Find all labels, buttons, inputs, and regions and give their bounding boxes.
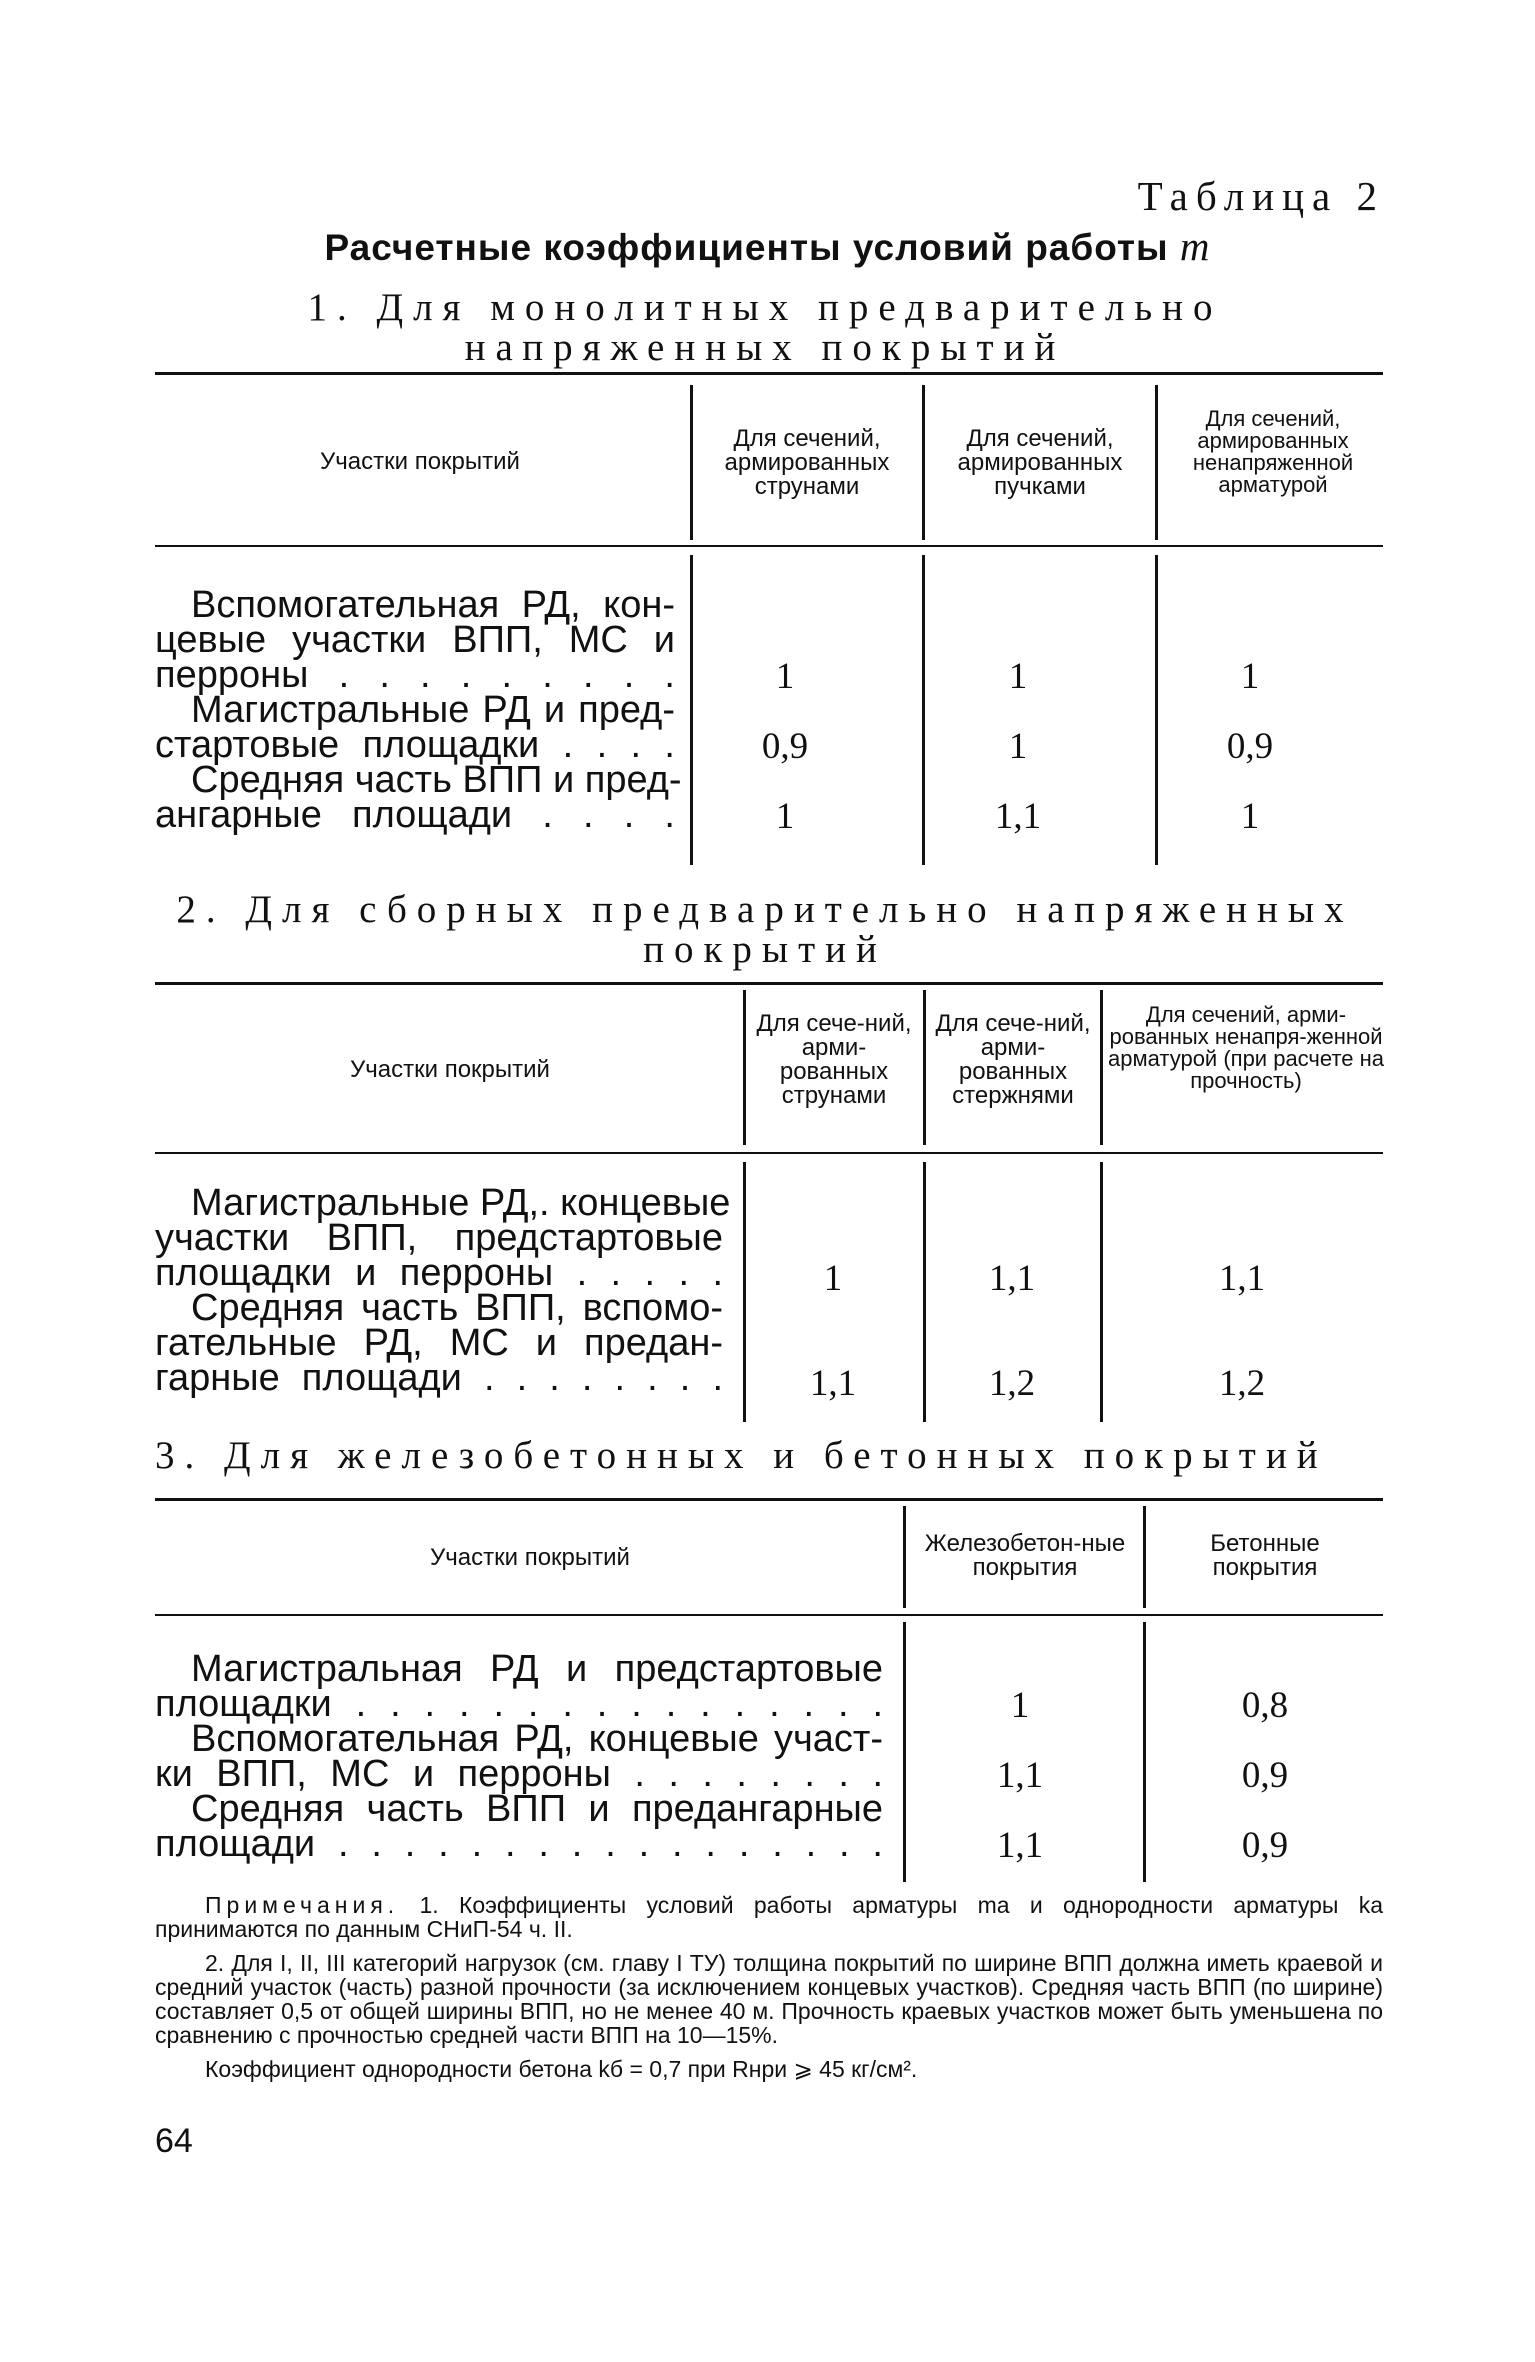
s1-r2-c2: 1 [1008,726,1028,767]
s3-r2-c1: 1,1 [996,1755,1044,1796]
notes-label: Примечания. [205,1892,400,1918]
s1-body-divider [1155,555,1158,865]
section1-title: 1. Для монолитных предварительно напряженных покрытий [307,286,1223,369]
s1-header-divider [690,385,693,540]
s2-body-divider [743,1162,746,1422]
note-2: 2. Для I, II, III категорий нагрузок (см. главу I ТУ) толщина покрытий по ширине ВПП должна иметь краевой и средний участок (часть) разной прочности (за исключением концевых участков). Средняя часть ВПП (по ширине) составляет 0,5 от общей ширины ВПП, но не менее 40 м. Прочность краевых участков может быть уменьшена по сравнению с прочностью средней части ВПП на 10—15%. [155,1950,1383,2048]
s3-row1-label: Магистральная РД и предстартовые площадки . . . . . . . . . . . . . . . . [155,1648,883,1725]
s3-row3-label: Средняя часть ВПП и предангарные площади . . . . . . . . . . . . . . . . . [155,1788,883,1865]
note-1: 1. Коэффициенты условий работы арматуры mа и однородности арматуры kа принимаются по данным СНиП-54 ч. II. [155,1892,1383,1942]
section3-header-rule [155,1614,1383,1616]
s2-body-divider [923,1162,926,1422]
section2-top-rule [155,982,1383,985]
s2-r1-c2: 1,1 [988,1258,1036,1299]
s1-header-strings: Для сечений, армированных струнами [724,425,890,500]
page-number: 64 [155,2122,193,2160]
note-3: Коэффициент однородности бетона kб = 0,7 при Rнри ⩾ 45 кг/см². [205,2056,918,2082]
s3-r3-c1: 1,1 [996,1825,1044,1866]
section3-title: 3. Для железобетонных и бетонных покрытий [155,1434,1328,1477]
s3-r2-c2: 0,9 [1241,1755,1289,1796]
s2-r2-c1: 1,1 [809,1363,857,1404]
section3-top-rule [155,1498,1383,1501]
s1-r1-c3: 1 [1240,656,1260,697]
s2-r1-c1: 1 [823,1258,843,1299]
s2-header-strings: Для сече-ний, арми-рованных струнами [756,1010,912,1109]
s1-row1-label: Вспомогательная РД, кон- цевые участки ВПП, МС и перроны . . . . . . . . . [155,584,675,696]
s1-header-bundles: Для сечений, армированных пучками [957,425,1123,500]
s2-header-rods: Для сече-ний, арми-рованных стержнями [935,1010,1091,1109]
s3-body-divider [1143,1622,1146,1882]
s1-header-unstressed: Для сечений, армированных ненапряженной арматурой [1192,406,1354,497]
s2-header-divider [923,990,926,1145]
table-label: Таблица 2 [1137,173,1385,219]
s1-r1-c1: 1 [775,656,795,697]
s2-row1-label: Магистральные РД,. концевые участки ВПП, предстартовые площадки и перроны . . . . . [155,1182,731,1294]
s3-header-divider [903,1506,906,1608]
s1-r2-c3: 0,9 [1226,726,1274,767]
s3-body-divider [903,1622,906,1882]
title-variable: m [1179,223,1211,269]
s2-header-divider [1100,990,1103,1145]
s3-header-area: Участки покрытий [430,1544,630,1571]
s3-r3-c2: 0,9 [1241,1825,1289,1866]
s3-r1-c2: 0,8 [1241,1685,1289,1726]
s2-header-unstressed: Для сечений, арми-рованных ненапря-женной арматурой (при расчете на прочность) [1108,1002,1384,1093]
section2-title: 2. Для сборных предварительно напряженных покрытий [176,888,1354,971]
s2-header-divider [743,990,746,1145]
s2-header-area: Участки покрытий [350,1056,550,1083]
s1-r3-c2: 1,1 [994,796,1042,837]
s2-row2-label: Средняя часть ВПП, вспомо- гательные РД, МС и предан- гарные площади . . . . . . . . [155,1287,723,1399]
s2-r1-c3: 1,1 [1218,1258,1266,1299]
s2-r2-c2: 1,2 [988,1363,1036,1404]
s2-r2-c3: 1,2 [1218,1363,1266,1404]
s1-r3-c3: 1 [1240,796,1260,837]
s1-header-area: Участки покрытий [320,448,520,475]
s1-header-divider [922,385,925,540]
s3-header-rc: Железобетон-ные покрытия [924,1530,1126,1581]
table-title: Расчетные коэффициенты условий работы m [324,223,1211,269]
section2-header-rule [155,1152,1383,1154]
s1-body-divider [922,555,925,865]
section1-header-rule [155,545,1383,547]
s1-row2-label: Магистральные РД и пред- стартовые площадки . . . . [155,689,675,766]
s3-header-concrete: Бетонные покрытия [1210,1530,1320,1581]
notes [155,1893,1383,2081]
s1-body-divider [690,555,693,865]
s1-r1-c2: 1 [1008,656,1028,697]
s2-body-divider [1100,1162,1103,1422]
s1-r2-c1: 0,9 [761,726,809,767]
s1-row3-label: Средняя часть ВПП и пред- ангарные площади . . . . [155,759,682,836]
s3-row2-label: Вспомогательная РД, концевые участ- ки ВПП, МС и перроны . . . . . . . . [155,1718,883,1795]
s3-header-divider [1143,1506,1146,1608]
s3-r1-c1: 1 [1010,1685,1030,1726]
section1-top-rule [155,372,1383,375]
s1-r3-c1: 1 [775,796,795,837]
s1-header-divider [1155,385,1158,540]
